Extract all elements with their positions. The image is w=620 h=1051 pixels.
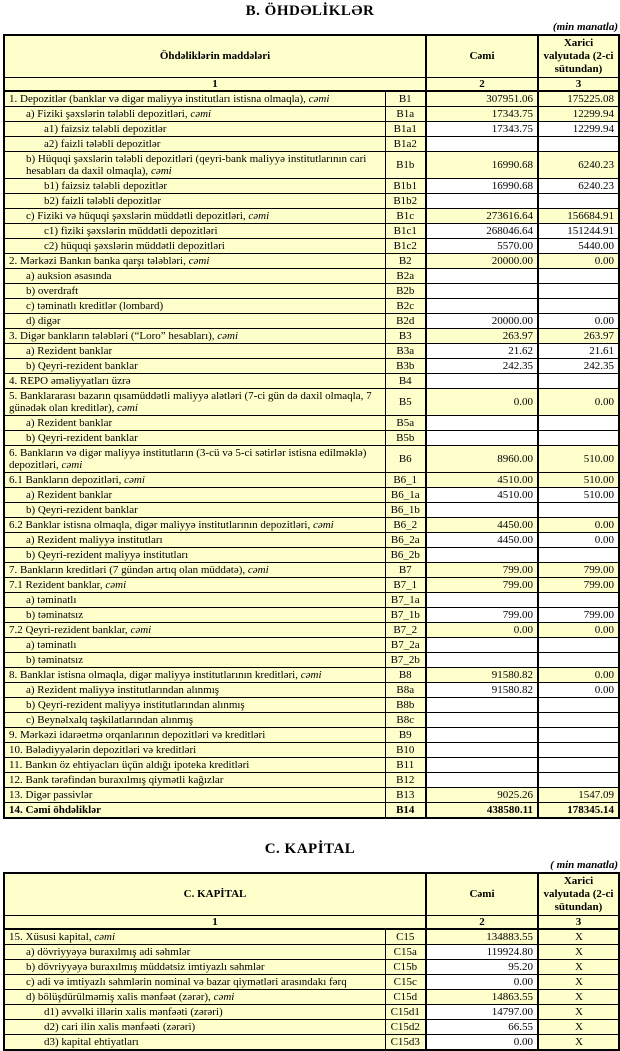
foreign-currency-value-cell xyxy=(538,374,619,389)
row-label: d2) cari ilin xalis mənfəəti (zərəri) xyxy=(4,1020,385,1035)
section-title-capital: C. KAPİTAL xyxy=(264,841,356,857)
table-row xyxy=(4,314,619,329)
row-label: b) Qeyri-rezident banklar xyxy=(4,359,385,374)
row-label: b) Qeyri-rezident maliyyə institutları xyxy=(4,548,385,563)
table-row xyxy=(4,254,619,269)
foreign-currency-value-cell: 12299.94 xyxy=(538,122,619,137)
total-value-cell xyxy=(426,773,538,788)
table-row xyxy=(4,668,619,683)
row-label: a) Fiziki şəxslərin tələbli depozitləri, cəmi xyxy=(4,107,385,122)
total-value-cell xyxy=(426,299,538,314)
foreign-currency-value-cell: X xyxy=(538,945,619,960)
row-code: B7_1b xyxy=(385,608,426,623)
total-value-cell: 799.00 xyxy=(426,608,538,623)
row-label: c) Fiziki və hüquqi şəxslərin müddətli depozitləri, cəmi xyxy=(4,209,385,224)
row-code: C15d xyxy=(385,990,426,1005)
row-label: d3) kapital ehtiyatları xyxy=(4,1035,385,1051)
table-row xyxy=(4,578,619,593)
total-value-cell: 4450.00 xyxy=(426,518,538,533)
row-label: a1) faizsiz tələbli depozitlər xyxy=(4,122,385,137)
row-code: B2a xyxy=(385,269,426,284)
row-label: d) bölüşdürülməmiş xalis mənfəət (zərər), cəmi xyxy=(4,990,385,1005)
row-label: 1. Depozitlər (banklar və digər maliyyə institutları istisna olmaqla), cəmi xyxy=(4,91,385,107)
foreign-currency-value-cell xyxy=(538,299,619,314)
table-row xyxy=(4,91,619,107)
total-value-cell: 0.00 xyxy=(426,1035,538,1051)
foreign-currency-value-cell: 0.00 xyxy=(538,518,619,533)
row-code: B12 xyxy=(385,773,426,788)
column-header-total: Cəmi xyxy=(426,873,538,916)
row-code: B6_1b xyxy=(385,503,426,518)
foreign-currency-value-cell: 21.61 xyxy=(538,344,619,359)
total-value-cell xyxy=(426,431,538,446)
row-label: a) Rezident banklar xyxy=(4,416,385,431)
total-value-cell xyxy=(426,284,538,299)
row-label: b) təminatsız xyxy=(4,608,385,623)
row-code: B8a xyxy=(385,683,426,698)
foreign-currency-value-cell: 510.00 xyxy=(538,488,619,503)
row-label: a) dövriyyəyə buraxılmış adi səhmlər xyxy=(4,945,385,960)
row-code: B7_2 xyxy=(385,623,426,638)
row-label: b) Qeyri-rezident banklar xyxy=(4,503,385,518)
table-row xyxy=(4,194,619,209)
row-code: B1b2 xyxy=(385,194,426,209)
row-code: C15 xyxy=(385,929,426,945)
foreign-currency-value-cell: X xyxy=(538,975,619,990)
row-label: d) digər xyxy=(4,314,385,329)
foreign-currency-value-cell: X xyxy=(538,929,619,945)
table-row xyxy=(4,416,619,431)
table-row xyxy=(4,788,619,803)
table-row xyxy=(4,623,619,638)
table-row xyxy=(4,299,619,314)
row-label: c) adi və imtiyazlı səhmlərin nominal və bazar qiymətləri arasındakı fərq xyxy=(4,975,385,990)
row-code: B7 xyxy=(385,563,426,578)
row-code: B3 xyxy=(385,329,426,344)
total-value-cell xyxy=(426,728,538,743)
column-number-2: 2 xyxy=(426,916,538,930)
foreign-currency-value-cell xyxy=(538,137,619,152)
header-row xyxy=(4,873,619,916)
foreign-currency-value-cell: X xyxy=(538,990,619,1005)
row-code: B7_2a xyxy=(385,638,426,653)
table-row xyxy=(4,929,619,945)
total-value-cell: 263.97 xyxy=(426,329,538,344)
section-capital xyxy=(0,841,620,1051)
total-value-cell: 799.00 xyxy=(426,563,538,578)
row-code: B2c xyxy=(385,299,426,314)
row-code: C15d3 xyxy=(385,1035,426,1051)
row-code: B1a1 xyxy=(385,122,426,137)
foreign-currency-value-cell xyxy=(538,269,619,284)
foreign-currency-value-cell xyxy=(538,713,619,728)
row-label: 7.1 Rezident banklar, cəmi xyxy=(4,578,385,593)
foreign-currency-value-cell xyxy=(538,548,619,563)
row-code: B1c2 xyxy=(385,239,426,254)
total-value-cell xyxy=(426,194,538,209)
units-note: (min manatla) xyxy=(552,21,618,33)
row-label: 12. Bank tərəfindən buraxılmış qiymətli kağızlar xyxy=(4,773,385,788)
row-code: B1b xyxy=(385,152,426,179)
row-code: B5 xyxy=(385,389,426,416)
total-value-cell: 119924.80 xyxy=(426,945,538,960)
row-code: B13 xyxy=(385,788,426,803)
table-row xyxy=(4,374,619,389)
row-code: C15d1 xyxy=(385,1005,426,1020)
foreign-currency-value-cell xyxy=(538,758,619,773)
table-row xyxy=(4,389,619,416)
table-row xyxy=(4,518,619,533)
table-row xyxy=(4,803,619,819)
total-value-cell: 4450.00 xyxy=(426,533,538,548)
foreign-currency-value-cell: X xyxy=(538,1035,619,1051)
total-value-cell: 66.55 xyxy=(426,1020,538,1035)
total-value-cell xyxy=(426,698,538,713)
total-value-cell: 20000.00 xyxy=(426,314,538,329)
table-row xyxy=(4,329,619,344)
total-value-cell xyxy=(426,653,538,668)
foreign-currency-value-cell xyxy=(538,638,619,653)
row-label: 8. Banklar istisna olmaqla, digər maliyyə institutlarının kreditləri, cəmi xyxy=(4,668,385,683)
foreign-currency-value-cell xyxy=(538,773,619,788)
total-value-cell: 4510.00 xyxy=(426,473,538,488)
table-row xyxy=(4,945,619,960)
row-label: a2) faizli tələbli depozitlər xyxy=(4,137,385,152)
row-label: a) təminatlı xyxy=(4,593,385,608)
total-value-cell: 91580.82 xyxy=(426,683,538,698)
row-code: B1c1 xyxy=(385,224,426,239)
row-code: B6_2b xyxy=(385,548,426,563)
row-code: B2d xyxy=(385,314,426,329)
row-code: B3a xyxy=(385,344,426,359)
table-row xyxy=(4,990,619,1005)
row-code: B8b xyxy=(385,698,426,713)
column-number-1: 1 xyxy=(4,78,426,92)
column-header-foreign: Xarici valyutada (2-ci sütundan) xyxy=(538,873,619,916)
row-code: B1c xyxy=(385,209,426,224)
table-row xyxy=(4,179,619,194)
row-label: c1) fiziki şəxslərin müddətli depozitləri xyxy=(4,224,385,239)
total-value-cell: 799.00 xyxy=(426,578,538,593)
table-row xyxy=(4,473,619,488)
foreign-currency-value-cell: 0.00 xyxy=(538,314,619,329)
table-row xyxy=(4,488,619,503)
total-value-cell: 8960.00 xyxy=(426,446,538,473)
foreign-currency-value-cell: 0.00 xyxy=(538,668,619,683)
row-label: b) təminatsız xyxy=(4,653,385,668)
row-code: C15c xyxy=(385,975,426,990)
row-code: B1a2 xyxy=(385,137,426,152)
row-label: 13. Digər passivlər xyxy=(4,788,385,803)
row-code: B5a xyxy=(385,416,426,431)
row-label: a) təminatlı xyxy=(4,638,385,653)
total-value-cell: 91580.82 xyxy=(426,668,538,683)
table-row xyxy=(4,431,619,446)
row-label: 6.2 Banklar istisna olmaqla, digər maliyyə institutlarının depozitləri, cəmi xyxy=(4,518,385,533)
total-value-cell: 14797.00 xyxy=(426,1005,538,1020)
table-row xyxy=(4,698,619,713)
row-code: B6_1 xyxy=(385,473,426,488)
row-label: a) Rezident banklar xyxy=(4,488,385,503)
table-row xyxy=(4,239,619,254)
foreign-currency-value-cell: X xyxy=(538,1005,619,1020)
table-row xyxy=(4,1035,619,1051)
foreign-currency-value-cell: 0.00 xyxy=(538,623,619,638)
row-label: b) Qeyri-rezident banklar xyxy=(4,431,385,446)
row-label: a) Rezident banklar xyxy=(4,344,385,359)
foreign-currency-value-cell: 6240.23 xyxy=(538,179,619,194)
row-code: B6_2a xyxy=(385,533,426,548)
units-note: ( min manatla) xyxy=(550,859,618,871)
total-value-cell: 16990.68 xyxy=(426,179,538,194)
foreign-currency-value-cell: 5440.00 xyxy=(538,239,619,254)
table-row xyxy=(4,593,619,608)
foreign-currency-value-cell: 799.00 xyxy=(538,563,619,578)
foreign-currency-value-cell: 799.00 xyxy=(538,608,619,623)
foreign-currency-value-cell: 178345.14 xyxy=(538,803,619,819)
row-label: 11. Bankın öz ehtiyacları üçün aldığı ipoteka kreditləri xyxy=(4,758,385,773)
foreign-currency-value-cell: X xyxy=(538,960,619,975)
row-label: 6. Bankların və digər maliyyə institutların (3-cü və 5-ci sətirlər istisna edilməklə) depozitləri, cəmi xyxy=(4,446,385,473)
foreign-currency-value-cell xyxy=(538,743,619,758)
column-number-1: 1 xyxy=(4,916,426,930)
row-code: B7_1 xyxy=(385,578,426,593)
foreign-currency-value-cell: 510.00 xyxy=(538,473,619,488)
column-number-3: 3 xyxy=(538,916,619,930)
row-label: b) Qeyri-rezident maliyyə institutlarından alınmış xyxy=(4,698,385,713)
row-label: b) Hüquqi şəxslərin tələbli depozitləri (qeyri-bank maliyyə institutlarının cari hesabları da daxil olmaqla), cəmi xyxy=(4,152,385,179)
column-header-items: C. KAPİTAL xyxy=(4,873,426,916)
table-row xyxy=(4,1020,619,1035)
row-code: C15b xyxy=(385,960,426,975)
table-row xyxy=(4,359,619,374)
foreign-currency-value-cell: 0.00 xyxy=(538,683,619,698)
foreign-currency-value-cell: 175225.08 xyxy=(538,91,619,107)
row-code: B2b xyxy=(385,284,426,299)
total-value-cell: 16990.68 xyxy=(426,152,538,179)
row-label: a) Rezident maliyyə institutları xyxy=(4,533,385,548)
total-value-cell: 242.35 xyxy=(426,359,538,374)
foreign-currency-value-cell xyxy=(538,416,619,431)
row-label: b) overdraft xyxy=(4,284,385,299)
row-label: 6.1 Bankların depozitləri, cəmi xyxy=(4,473,385,488)
column-header-items: Öhdəliklərin maddələri xyxy=(4,35,426,78)
row-code: C15d2 xyxy=(385,1020,426,1035)
total-value-cell xyxy=(426,638,538,653)
row-label: 2. Mərkəzi Bankın banka qarşı tələbləri, cəmi xyxy=(4,254,385,269)
total-value-cell: 5570.00 xyxy=(426,239,538,254)
total-value-cell: 20000.00 xyxy=(426,254,538,269)
foreign-currency-value-cell: 6240.23 xyxy=(538,152,619,179)
foreign-currency-value-cell: 263.97 xyxy=(538,329,619,344)
foreign-currency-value-cell xyxy=(538,503,619,518)
row-label: 15. Xüsusi kapital, cəmi xyxy=(4,929,385,945)
table-row xyxy=(4,960,619,975)
foreign-currency-value-cell xyxy=(538,431,619,446)
total-value-cell: 0.00 xyxy=(426,389,538,416)
total-value-cell: 4510.00 xyxy=(426,488,538,503)
table-row xyxy=(4,446,619,473)
total-value-cell: 268046.64 xyxy=(426,224,538,239)
total-value-cell xyxy=(426,548,538,563)
row-label: c) Beynəlxalq təşkilatlarından alınmış xyxy=(4,713,385,728)
total-value-cell xyxy=(426,269,538,284)
total-value-cell: 134883.55 xyxy=(426,929,538,945)
row-label: c2) hüquqi şəxslərin müddətli depozitləri xyxy=(4,239,385,254)
row-label: c) təminatlı kreditlər (lombard) xyxy=(4,299,385,314)
foreign-currency-value-cell: 0.00 xyxy=(538,389,619,416)
table-row xyxy=(4,1005,619,1020)
total-value-cell xyxy=(426,137,538,152)
total-value-cell: 0.00 xyxy=(426,623,538,638)
table-row xyxy=(4,548,619,563)
foreign-currency-value-cell xyxy=(538,653,619,668)
total-value-cell xyxy=(426,593,538,608)
row-code: B8c xyxy=(385,713,426,728)
row-label: 14. Cəmi öhdəliklər xyxy=(4,803,385,819)
column-number-2: 2 xyxy=(426,78,538,92)
row-label: 3. Digər bankların tələbləri (“Loro” hesabları), cəmi xyxy=(4,329,385,344)
foreign-currency-value-cell: 0.00 xyxy=(538,533,619,548)
row-label: 4. REPO əməliyyatları üzrə xyxy=(4,374,385,389)
foreign-currency-value-cell: 0.00 xyxy=(538,254,619,269)
row-label: 9. Mərkəzi idarəetmə orqanlarının depozitləri və kreditləri xyxy=(4,728,385,743)
foreign-currency-value-cell: 1547.09 xyxy=(538,788,619,803)
row-label: a) auksion əsasında xyxy=(4,269,385,284)
row-code: B5b xyxy=(385,431,426,446)
total-value-cell xyxy=(426,713,538,728)
row-code: B6_1a xyxy=(385,488,426,503)
foreign-currency-value-cell xyxy=(538,593,619,608)
row-code: B7_2b xyxy=(385,653,426,668)
foreign-currency-value-cell xyxy=(538,728,619,743)
total-value-cell: 95.20 xyxy=(426,960,538,975)
liabilities-table xyxy=(3,34,620,819)
table-row xyxy=(4,773,619,788)
capital-table xyxy=(3,872,620,1051)
foreign-currency-value-cell: 799.00 xyxy=(538,578,619,593)
total-value-cell xyxy=(426,758,538,773)
foreign-currency-value-cell xyxy=(538,698,619,713)
header-row xyxy=(4,35,619,78)
foreign-currency-value-cell xyxy=(538,284,619,299)
row-label: 10. Bələdiyyələrin depozitləri və kreditləri xyxy=(4,743,385,758)
total-value-cell: 438580.11 xyxy=(426,803,538,819)
table-row xyxy=(4,975,619,990)
row-code: B7_1a xyxy=(385,593,426,608)
row-label: d1) əvvəlki illərin xalis mənfəəti (zərəri) xyxy=(4,1005,385,1020)
table-row xyxy=(4,653,619,668)
row-code: B3b xyxy=(385,359,426,374)
table-row xyxy=(4,152,619,179)
foreign-currency-value-cell: 510.00 xyxy=(538,446,619,473)
row-label: 5. Banklararası bazarın qısamüddətli maliyyə alətləri (7-ci gün də daxil olmaqla, 7 günədək olan kreditlər), cəmi xyxy=(4,389,385,416)
row-code: C15a xyxy=(385,945,426,960)
row-label: 7. Bankların kreditləri (7 gündən artıq olan müddətə), cəmi xyxy=(4,563,385,578)
total-value-cell xyxy=(426,743,538,758)
foreign-currency-value-cell xyxy=(538,194,619,209)
table-row xyxy=(4,107,619,122)
total-value-cell: 17343.75 xyxy=(426,122,538,137)
foreign-currency-value-cell: 242.35 xyxy=(538,359,619,374)
table-row xyxy=(4,209,619,224)
column-number-3: 3 xyxy=(538,78,619,92)
foreign-currency-value-cell: 151244.91 xyxy=(538,224,619,239)
total-value-cell: 0.00 xyxy=(426,975,538,990)
total-value-cell: 17343.75 xyxy=(426,107,538,122)
column-number-row xyxy=(4,78,619,92)
table-row xyxy=(4,503,619,518)
column-header-foreign: Xarici valyutada (2-ci sütundan) xyxy=(538,35,619,78)
total-value-cell: 9025.26 xyxy=(426,788,538,803)
table-row xyxy=(4,638,619,653)
row-label: b) dövriyyəyə buraxılmış müddətsiz imtiyazlı səhmlər xyxy=(4,960,385,975)
row-code: B1 xyxy=(385,91,426,107)
foreign-currency-value-cell: X xyxy=(538,1020,619,1035)
row-label: a) Rezident maliyyə institutlarından alınmış xyxy=(4,683,385,698)
total-value-cell xyxy=(426,374,538,389)
row-code: B8 xyxy=(385,668,426,683)
column-number-row xyxy=(4,916,619,930)
foreign-currency-value-cell: 12299.94 xyxy=(538,107,619,122)
row-code: B6_2 xyxy=(385,518,426,533)
table-row xyxy=(4,344,619,359)
table-row xyxy=(4,137,619,152)
table-row xyxy=(4,269,619,284)
table-row xyxy=(4,224,619,239)
row-code: B10 xyxy=(385,743,426,758)
table-row xyxy=(4,743,619,758)
row-label: b1) faizsiz tələbli depozitlər xyxy=(4,179,385,194)
table-row xyxy=(4,758,619,773)
row-label: b2) faizli tələbli depozitlər xyxy=(4,194,385,209)
table-row xyxy=(4,122,619,137)
total-value-cell: 273616.64 xyxy=(426,209,538,224)
row-code: B4 xyxy=(385,374,426,389)
foreign-currency-value-cell: 156684.91 xyxy=(538,209,619,224)
row-code: B11 xyxy=(385,758,426,773)
total-value-cell xyxy=(426,503,538,518)
total-value-cell: 307951.06 xyxy=(426,91,538,107)
row-code: B6 xyxy=(385,446,426,473)
row-code: B2 xyxy=(385,254,426,269)
table-row xyxy=(4,284,619,299)
total-value-cell xyxy=(426,416,538,431)
table-row xyxy=(4,683,619,698)
column-header-total: Cəmi xyxy=(426,35,538,78)
table-row xyxy=(4,713,619,728)
row-code: B9 xyxy=(385,728,426,743)
table-row xyxy=(4,728,619,743)
total-value-cell: 21.62 xyxy=(426,344,538,359)
section-title-liabilities: B. ÖHDƏLİKLƏR xyxy=(245,3,375,19)
total-value-cell: 14863.55 xyxy=(426,990,538,1005)
row-label: 7.2 Qeyri-rezident banklar, cəmi xyxy=(4,623,385,638)
row-code: B14 xyxy=(385,803,426,819)
table-row xyxy=(4,608,619,623)
row-code: B1b1 xyxy=(385,179,426,194)
table-row xyxy=(4,563,619,578)
row-code: B1a xyxy=(385,107,426,122)
table-row xyxy=(4,533,619,548)
section-liabilities xyxy=(0,3,620,819)
